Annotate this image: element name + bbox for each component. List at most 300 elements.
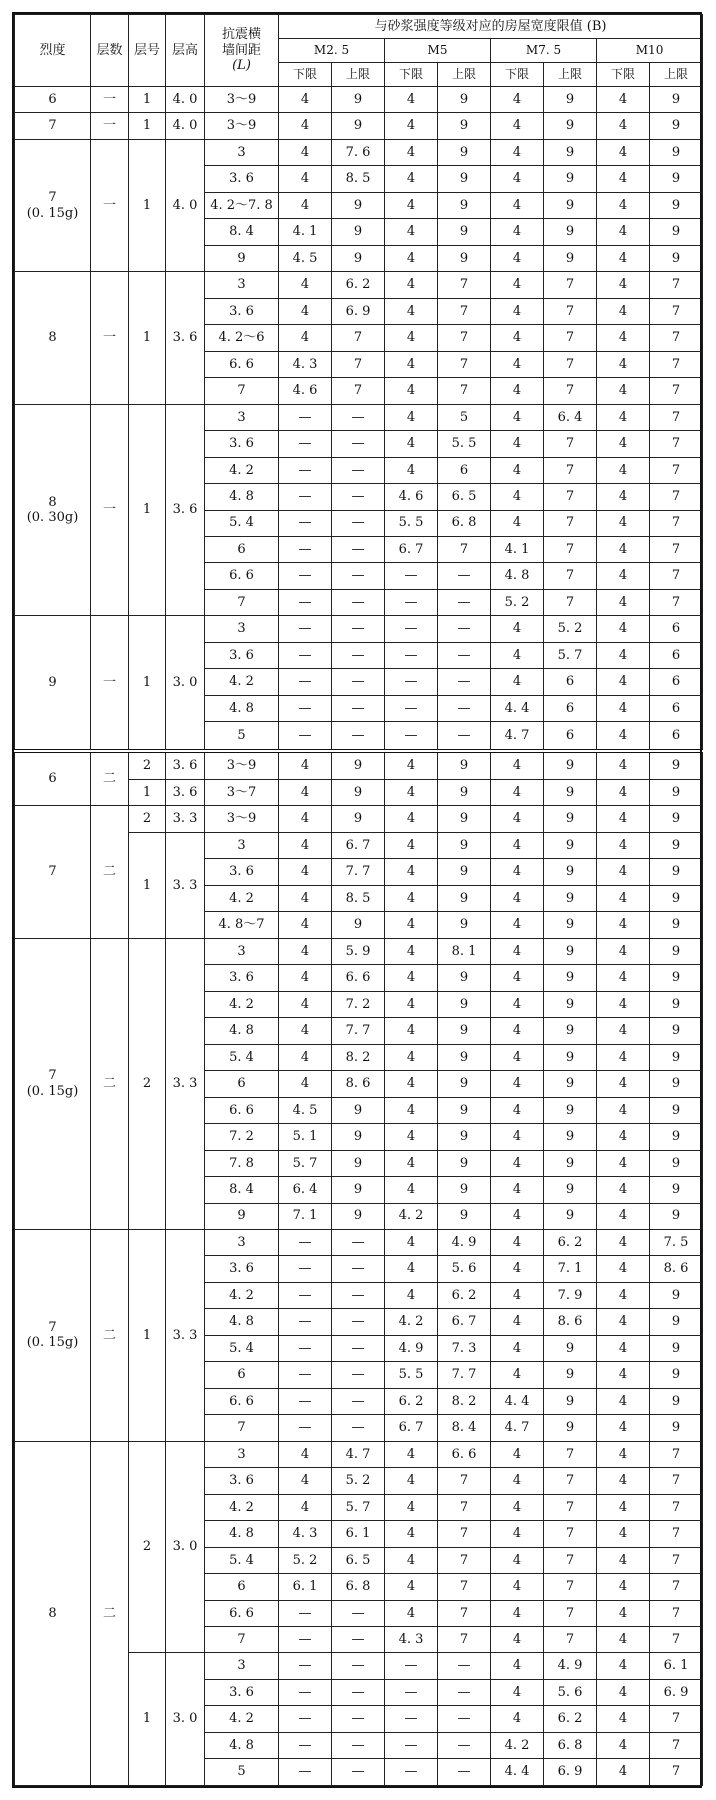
m10-upper-cell: 6 [650, 722, 703, 751]
m2-5-lower-cell: 4. 6 [279, 378, 332, 404]
m5-upper-cell: — [438, 616, 491, 642]
m2-5-upper-cell: 4. 7 [332, 1441, 385, 1467]
m2-5-upper-cell: 9 [332, 780, 385, 806]
floor-height-cell: 4. 0 [166, 87, 205, 113]
wall-spacing-cell: 3. 6 [205, 1256, 279, 1282]
wall-spacing-cell: 4. 8 [205, 1309, 279, 1335]
m2-5-upper-cell: 6. 8 [332, 1574, 385, 1600]
m2-5-upper-cell: — [332, 589, 385, 615]
header-grade-m5: M5 [385, 39, 491, 63]
m7-5-upper-cell: 9 [544, 885, 597, 911]
m5-upper-cell: 9 [438, 1071, 491, 1097]
wall-spacing-cell: 6 [205, 1362, 279, 1388]
m2-5-lower-cell: — [279, 616, 332, 642]
m7-5-upper-cell: 5. 6 [544, 1679, 597, 1705]
m7-5-upper-cell: 9 [544, 991, 597, 1017]
wall-spacing-cell: 5 [205, 722, 279, 751]
floors-cell: 一 [91, 616, 129, 751]
m7-5-lower-cell: 4. 8 [491, 563, 544, 589]
m10-upper-cell: 8. 6 [650, 1256, 703, 1282]
m5-upper-cell: 5. 6 [438, 1256, 491, 1282]
intensity-value: 7 [48, 1319, 57, 1335]
m10-lower-cell: 4 [597, 1679, 650, 1705]
m10-lower-cell: 4 [597, 1547, 650, 1573]
m10-lower-cell: 4 [597, 1044, 650, 1070]
wall-spacing-cell: 5. 4 [205, 1547, 279, 1573]
m7-5-upper-cell: 9 [544, 859, 597, 885]
m10-lower-cell: 4 [597, 272, 650, 298]
m7-5-upper-cell: 6. 9 [544, 1759, 597, 1786]
wall-spacing-cell: 3. 6 [205, 1679, 279, 1705]
m5-lower-cell: — [385, 695, 438, 721]
m7-5-lower-cell: 4 [491, 1521, 544, 1547]
wall-spacing-cell: 3. 6 [205, 298, 279, 324]
intensity-cell [15, 404, 91, 616]
m2-5-upper-cell: 5. 7 [332, 1494, 385, 1520]
wall-spacing-cell: 8. 4 [205, 219, 279, 245]
m5-upper-cell: 9 [438, 1018, 491, 1044]
m7-5-lower-cell: 4 [491, 1124, 544, 1150]
m5-upper-cell: 9 [438, 912, 491, 938]
m10-lower-cell: 4 [597, 351, 650, 377]
m7-5-lower-cell: 4. 1 [491, 536, 544, 562]
m10-upper-cell: 9 [650, 965, 703, 991]
m2-5-lower-cell: 5. 7 [279, 1150, 332, 1176]
m10-lower-cell: 4 [597, 669, 650, 695]
floor-no-cell: 1 [129, 616, 166, 751]
m7-5-lower-cell: 4 [491, 192, 544, 218]
m7-5-upper-cell: 7 [544, 1494, 597, 1520]
m10-lower-cell: 4 [597, 722, 650, 751]
wall-spacing-cell: 4. 2～6 [205, 325, 279, 351]
intensity-value: 8 [48, 494, 57, 510]
wall-spacing-cell: 4. 8 [205, 1732, 279, 1758]
m7-5-lower-cell: 4 [491, 751, 544, 780]
m10-upper-cell: 7 [650, 536, 703, 562]
m2-5-lower-cell: 4 [279, 1071, 332, 1097]
m7-5-upper-cell: 9 [544, 245, 597, 271]
m10-lower-cell: 4 [597, 1706, 650, 1732]
m5-upper-cell: 6. 6 [438, 1441, 491, 1467]
m7-5-upper-cell: 6. 2 [544, 1706, 597, 1732]
wall-spacing-cell: 4. 2～7. 8 [205, 192, 279, 218]
m7-5-lower-cell: 4 [491, 219, 544, 245]
floors-cell: 一 [91, 272, 129, 404]
m2-5-lower-cell: 4 [279, 1044, 332, 1070]
intensity-cell [15, 938, 91, 1229]
m10-lower-cell: 4 [597, 1600, 650, 1626]
wall-spacing-cell: 5 [205, 1759, 279, 1786]
header-lower: 下限 [597, 63, 650, 87]
m5-upper-cell: 6. 5 [438, 484, 491, 510]
m2-5-upper-cell: — [332, 457, 385, 483]
m7-5-upper-cell: 9 [544, 780, 597, 806]
m10-upper-cell: 9 [650, 87, 703, 113]
m7-5-lower-cell: 4 [491, 669, 544, 695]
m2-5-lower-cell: — [279, 722, 332, 751]
wall-spacing-cell: 3. 6 [205, 859, 279, 885]
m7-5-lower-cell: 4 [491, 298, 544, 324]
m7-5-lower-cell: 4 [491, 351, 544, 377]
m2-5-upper-cell: 9 [332, 113, 385, 139]
floors-cell: 一 [91, 139, 129, 271]
m10-lower-cell: 4 [597, 1018, 650, 1044]
wall-spacing-cell: 4. 2 [205, 1494, 279, 1520]
m10-upper-cell: 9 [650, 1282, 703, 1308]
floor-no-cell: 2 [129, 806, 166, 832]
m2-5-lower-cell: 5. 1 [279, 1124, 332, 1150]
m2-5-upper-cell: 8. 5 [332, 885, 385, 911]
m2-5-upper-cell: — [332, 431, 385, 457]
floor-no-cell: 1 [129, 832, 166, 938]
m7-5-upper-cell: 9 [544, 1203, 597, 1229]
m7-5-lower-cell: 4 [491, 1229, 544, 1255]
m7-5-upper-cell: 9 [544, 166, 597, 192]
m7-5-upper-cell: 4. 9 [544, 1653, 597, 1679]
m10-upper-cell: 6 [650, 669, 703, 695]
m5-upper-cell: 9 [438, 991, 491, 1017]
m5-lower-cell: 4. 6 [385, 484, 438, 510]
floor-height-cell: 4. 0 [166, 139, 205, 271]
m10-lower-cell: 4 [597, 1415, 650, 1441]
m7-5-upper-cell: 7 [544, 1600, 597, 1626]
m2-5-upper-cell: 9 [332, 751, 385, 780]
m10-lower-cell: 4 [597, 616, 650, 642]
m7-5-upper-cell: 9 [544, 1124, 597, 1150]
m5-upper-cell: 7 [438, 378, 491, 404]
m10-upper-cell: 9 [650, 780, 703, 806]
wall-spacing-cell: 3. 6 [205, 642, 279, 668]
wall-spacing-cell: 3. 6 [205, 965, 279, 991]
m10-lower-cell: 4 [597, 806, 650, 832]
m2-5-upper-cell: — [332, 1362, 385, 1388]
header-wall-spacing-line3: (L) [232, 58, 251, 74]
floor-height-cell: 3. 6 [166, 780, 205, 806]
floor-no-cell: 2 [129, 1441, 166, 1653]
m5-upper-cell: 6 [438, 457, 491, 483]
m10-upper-cell: 7 [650, 1494, 703, 1520]
m7-5-upper-cell: 7 [544, 457, 597, 483]
m5-upper-cell: 9 [438, 245, 491, 271]
m10-lower-cell: 4 [597, 87, 650, 113]
m7-5-upper-cell: 7 [544, 351, 597, 377]
wall-spacing-cell: 5. 4 [205, 510, 279, 536]
m5-upper-cell: — [438, 563, 491, 589]
floor-height-cell: 3. 3 [166, 1229, 205, 1441]
intensity-cell [15, 806, 91, 938]
m7-5-upper-cell: 9 [544, 192, 597, 218]
m5-upper-cell: 7 [438, 1494, 491, 1520]
floor-height-cell: 3. 3 [166, 832, 205, 938]
m2-5-upper-cell: 5. 2 [332, 1468, 385, 1494]
m7-5-upper-cell: 7 [544, 325, 597, 351]
intensity-pga: (0. 15g) [26, 205, 79, 221]
m7-5-lower-cell: 4 [491, 1071, 544, 1097]
m2-5-lower-cell: — [279, 404, 332, 430]
m5-lower-cell: 4 [385, 298, 438, 324]
m2-5-lower-cell: — [279, 1627, 332, 1653]
m2-5-lower-cell: 4. 3 [279, 1521, 332, 1547]
m2-5-upper-cell: 6. 5 [332, 1547, 385, 1573]
m5-lower-cell: — [385, 1679, 438, 1705]
m5-lower-cell: 4 [385, 832, 438, 858]
floor-no-cell: 1 [129, 1229, 166, 1441]
m10-upper-cell: 6 [650, 695, 703, 721]
m7-5-upper-cell: 9 [544, 832, 597, 858]
m7-5-upper-cell: 9 [544, 1071, 597, 1097]
m2-5-upper-cell: 9 [332, 1124, 385, 1150]
m10-upper-cell: 7 [650, 563, 703, 589]
intensity-cell [15, 616, 91, 751]
m5-upper-cell: — [438, 1679, 491, 1705]
m5-upper-cell: — [438, 669, 491, 695]
m2-5-upper-cell: 6. 6 [332, 965, 385, 991]
m7-5-upper-cell: 7. 9 [544, 1282, 597, 1308]
m10-upper-cell: 7 [650, 1759, 703, 1786]
m7-5-upper-cell: 6 [544, 669, 597, 695]
m7-5-lower-cell: 4 [491, 1494, 544, 1520]
m2-5-lower-cell: — [279, 1759, 332, 1786]
m10-upper-cell: 7 [650, 484, 703, 510]
m7-5-lower-cell: 4 [491, 912, 544, 938]
m7-5-lower-cell: 4 [491, 1706, 544, 1732]
m7-5-upper-cell: 9 [544, 113, 597, 139]
m7-5-upper-cell: 7 [544, 431, 597, 457]
m2-5-upper-cell: 6. 1 [332, 1521, 385, 1547]
m2-5-upper-cell: — [332, 1627, 385, 1653]
m2-5-lower-cell: — [279, 1335, 332, 1361]
m10-upper-cell: 9 [650, 1415, 703, 1441]
m5-upper-cell: 9 [438, 885, 491, 911]
m5-upper-cell: 7 [438, 325, 491, 351]
wall-spacing-cell: 4. 8～7 [205, 912, 279, 938]
intensity-cell [15, 1229, 91, 1441]
m10-lower-cell: 4 [597, 1653, 650, 1679]
m10-upper-cell: 7 [650, 1627, 703, 1653]
m5-lower-cell: 4 [385, 1150, 438, 1176]
m2-5-lower-cell: — [279, 1706, 332, 1732]
m7-5-lower-cell: 4 [491, 272, 544, 298]
m5-lower-cell: 4 [385, 991, 438, 1017]
intensity-cell [15, 139, 91, 271]
wall-spacing-cell: 6. 6 [205, 1097, 279, 1123]
m5-lower-cell: 4 [385, 1097, 438, 1123]
m7-5-lower-cell: 4 [491, 139, 544, 165]
m10-upper-cell: 7. 5 [650, 1229, 703, 1255]
m10-lower-cell: 4 [597, 113, 650, 139]
floor-height-cell: 3. 0 [166, 1653, 205, 1786]
m10-lower-cell: 4 [597, 751, 650, 780]
m7-5-upper-cell: 9 [544, 912, 597, 938]
wall-spacing-cell: 3 [205, 1441, 279, 1467]
m7-5-lower-cell: 4 [491, 991, 544, 1017]
m7-5-upper-cell: 5. 7 [544, 642, 597, 668]
m2-5-upper-cell: 8. 5 [332, 166, 385, 192]
m5-lower-cell: — [385, 1732, 438, 1758]
m5-lower-cell: 4 [385, 378, 438, 404]
m2-5-lower-cell: — [279, 510, 332, 536]
m7-5-upper-cell: 9 [544, 1044, 597, 1070]
m5-lower-cell: 4 [385, 166, 438, 192]
m2-5-lower-cell: — [279, 1362, 332, 1388]
m10-upper-cell: 7 [650, 351, 703, 377]
table-row [15, 616, 703, 642]
floors-cell: 一 [91, 87, 129, 113]
m5-upper-cell: — [438, 722, 491, 751]
intensity-value: 8 [48, 330, 57, 346]
table-row [15, 272, 703, 298]
m7-5-lower-cell: 4 [491, 1177, 544, 1203]
m2-5-upper-cell: 9 [332, 1177, 385, 1203]
m7-5-lower-cell: 4 [491, 616, 544, 642]
m2-5-lower-cell: 6. 4 [279, 1177, 332, 1203]
intensity-value: 8 [48, 1605, 57, 1621]
m5-lower-cell: 4 [385, 806, 438, 832]
m10-lower-cell: 4 [597, 1071, 650, 1097]
m10-lower-cell: 4 [597, 484, 650, 510]
width-limit-table [14, 14, 703, 1786]
m5-upper-cell: 9 [438, 1097, 491, 1123]
floor-height-cell: 3. 6 [166, 404, 205, 616]
m7-5-upper-cell: 9 [544, 1362, 597, 1388]
m5-upper-cell: 7 [438, 1627, 491, 1653]
m7-5-lower-cell: 4 [491, 1044, 544, 1070]
m7-5-lower-cell: 4 [491, 1018, 544, 1044]
m2-5-lower-cell: 4 [279, 938, 332, 964]
m2-5-upper-cell: — [332, 722, 385, 751]
m10-lower-cell: 4 [597, 1229, 650, 1255]
m10-upper-cell: 9 [650, 806, 703, 832]
m2-5-lower-cell: — [279, 589, 332, 615]
header-lower: 下限 [385, 63, 438, 87]
floor-no-cell: 2 [129, 751, 166, 780]
m5-lower-cell: 4 [385, 431, 438, 457]
m7-5-upper-cell: 7 [544, 563, 597, 589]
wall-spacing-cell: 7 [205, 1627, 279, 1653]
header-upper: 上限 [544, 63, 597, 87]
m7-5-upper-cell: 7. 1 [544, 1256, 597, 1282]
m7-5-upper-cell: 6. 2 [544, 1229, 597, 1255]
m7-5-upper-cell: 5. 2 [544, 616, 597, 642]
m10-upper-cell: 9 [650, 1362, 703, 1388]
m10-lower-cell: 4 [597, 298, 650, 324]
wall-spacing-cell: 3 [205, 272, 279, 298]
m7-5-upper-cell: 7 [544, 1441, 597, 1467]
m10-upper-cell: 9 [650, 1335, 703, 1361]
m5-upper-cell: — [438, 1759, 491, 1786]
m2-5-upper-cell: 8. 6 [332, 1071, 385, 1097]
m7-5-lower-cell: 4 [491, 484, 544, 510]
m5-upper-cell: 5. 5 [438, 431, 491, 457]
m2-5-upper-cell: — [332, 1256, 385, 1282]
floor-no-cell: 1 [129, 87, 166, 113]
m10-upper-cell: 7 [650, 589, 703, 615]
m2-5-lower-cell: 4 [279, 1441, 332, 1467]
m2-5-upper-cell: — [332, 404, 385, 430]
m2-5-upper-cell: 9 [332, 87, 385, 113]
m7-5-upper-cell: 7 [544, 510, 597, 536]
intensity-value: 6 [48, 91, 57, 107]
m7-5-lower-cell: 4 [491, 431, 544, 457]
m5-upper-cell: 7 [438, 351, 491, 377]
m10-lower-cell: 4 [597, 192, 650, 218]
m2-5-lower-cell: 4 [279, 965, 332, 991]
floor-height-cell: 3. 3 [166, 806, 205, 832]
m7-5-upper-cell: 9 [544, 938, 597, 964]
m7-5-lower-cell: 4. 2 [491, 1732, 544, 1758]
wall-spacing-cell: 9 [205, 1203, 279, 1229]
m5-upper-cell: — [438, 589, 491, 615]
m7-5-upper-cell: 6 [544, 695, 597, 721]
m7-5-lower-cell: 4 [491, 642, 544, 668]
m2-5-upper-cell: 5. 9 [332, 938, 385, 964]
m10-upper-cell: 9 [650, 885, 703, 911]
intensity-value: 7 [48, 190, 57, 206]
intensity-value: 6 [48, 771, 57, 787]
m5-upper-cell: 9 [438, 1044, 491, 1070]
m2-5-lower-cell: 4 [279, 113, 332, 139]
m2-5-lower-cell: — [279, 1388, 332, 1414]
m5-upper-cell: 7. 7 [438, 1362, 491, 1388]
m10-lower-cell: 4 [597, 457, 650, 483]
m2-5-lower-cell: 4 [279, 859, 332, 885]
m5-lower-cell: 4 [385, 1574, 438, 1600]
m2-5-upper-cell: — [332, 1309, 385, 1335]
m10-upper-cell: 9 [650, 1150, 703, 1176]
m2-5-upper-cell: 7. 7 [332, 859, 385, 885]
m2-5-upper-cell: — [332, 1229, 385, 1255]
floors-cell: 二 [91, 938, 129, 1229]
m2-5-upper-cell: 6. 2 [332, 272, 385, 298]
m5-lower-cell: 4 [385, 192, 438, 218]
header-grade-m2-5: M2. 5 [279, 39, 385, 63]
m10-lower-cell: 4 [597, 1759, 650, 1786]
m10-lower-cell: 4 [597, 1256, 650, 1282]
table-row [15, 938, 703, 964]
wall-spacing-cell: 8. 4 [205, 1177, 279, 1203]
m10-upper-cell: 9 [650, 1018, 703, 1044]
m10-lower-cell: 4 [597, 139, 650, 165]
m7-5-upper-cell: 9 [544, 1415, 597, 1441]
m10-lower-cell: 4 [597, 589, 650, 615]
m2-5-lower-cell: 4 [279, 912, 332, 938]
table-row [15, 1441, 703, 1467]
m5-lower-cell: — [385, 722, 438, 751]
m10-lower-cell: 4 [597, 1177, 650, 1203]
m2-5-upper-cell: 9 [332, 219, 385, 245]
m7-5-lower-cell: 4 [491, 113, 544, 139]
wall-spacing-cell: 5. 4 [205, 1044, 279, 1070]
header-floors: 层数 [91, 15, 129, 87]
m5-lower-cell: 4. 2 [385, 1203, 438, 1229]
m10-upper-cell: 9 [650, 245, 703, 271]
m7-5-upper-cell: 7 [544, 536, 597, 562]
intensity-value: 7 [48, 118, 57, 134]
m10-lower-cell: 4 [597, 219, 650, 245]
m2-5-lower-cell: 4 [279, 166, 332, 192]
wall-spacing-cell: 7 [205, 1415, 279, 1441]
m5-lower-cell: 4 [385, 780, 438, 806]
m7-5-lower-cell: 4 [491, 859, 544, 885]
m7-5-upper-cell: 7 [544, 1468, 597, 1494]
m7-5-lower-cell: 4 [491, 1653, 544, 1679]
m5-upper-cell: 4. 9 [438, 1229, 491, 1255]
m10-upper-cell: 9 [650, 912, 703, 938]
m5-upper-cell: 9 [438, 1150, 491, 1176]
m2-5-upper-cell: 6. 7 [332, 832, 385, 858]
m2-5-upper-cell: 9 [332, 1150, 385, 1176]
m5-lower-cell: 4 [385, 912, 438, 938]
